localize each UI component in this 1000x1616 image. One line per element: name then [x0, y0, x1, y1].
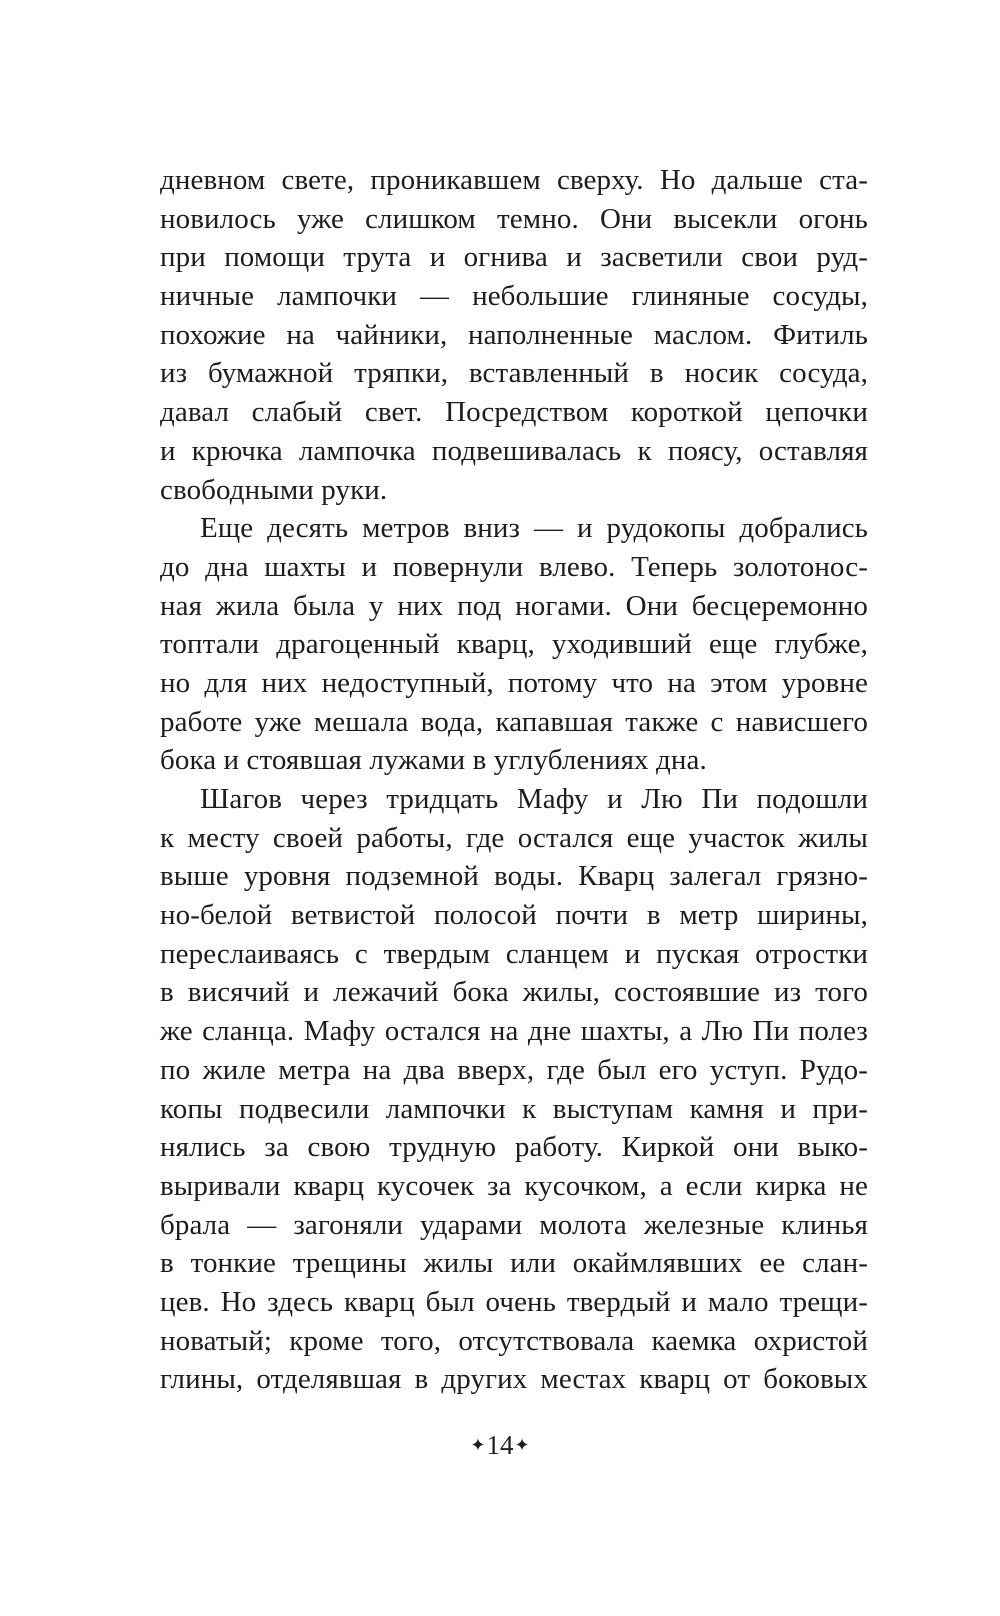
text-line: ная жила была у них под ногами. Они бесцеремонно: [160, 589, 868, 622]
ornament-right-icon: ✦: [514, 1435, 530, 1455]
text-line: бока и стоявшая лужами в углублениях дна.: [160, 744, 707, 777]
text-line: при помощи трута и огнива и засветили свои руд-: [160, 241, 868, 274]
paragraph-3: [160, 780, 868, 1399]
text-line: дневном свете, проникавшем сверху. Но дальше ста-: [160, 164, 868, 196]
text-line: ничные лампочки — небольшие глиняные сосуды,: [160, 280, 868, 313]
text-line: свободными руки.: [160, 473, 388, 506]
text-line: же сланца. Мафу остался на дне шахты, а Лю Пи полез: [160, 1015, 868, 1048]
text-line: переслаиваясь с твердым сланцем и пуская отростки: [160, 937, 868, 970]
text-line: Шагов через тридцать Мафу и Лю Пи подошли: [200, 783, 868, 815]
text-line: давал слабый свет. Посредством короткой цепочки: [160, 396, 868, 429]
text-line: работе уже мешала вода, капавшая также с нависшего: [160, 705, 868, 738]
text-line: нялись за свою трудную работу. Киркой они выко-: [160, 1131, 868, 1164]
page-number: 14: [486, 1430, 514, 1460]
text-line: глины, отделявшая в других местах кварц от боковых: [160, 1363, 868, 1396]
text-line: новатый; кроме того, отсутствовала каемка охристой: [160, 1324, 868, 1357]
text-line: похожие на чайники, наполненные маслом. Фитиль: [160, 318, 868, 351]
text-line: до дна шахты и повернули влево. Теперь золотонос-: [160, 550, 868, 583]
text-line: по жиле метра на два вверх, где был его уступ. Рудо-: [160, 1053, 868, 1086]
text-line: Еще десять метров вниз — и рудокопы добрались: [200, 512, 868, 545]
page-footer: [0, 1427, 1000, 1463]
ornament-left-icon: ✦: [470, 1435, 486, 1455]
text-line: новилось уже слишком темно. Они высекли огонь: [160, 202, 868, 235]
paragraph-2: [160, 509, 868, 780]
text-line: брала — загоняли ударами молота железные клинья: [160, 1208, 868, 1241]
text-line: в висячий и лежачий бока жилы, состоявшие из того: [160, 976, 868, 1009]
text-line: но для них недоступный, потому что на этом уровне: [160, 666, 868, 699]
text-line: выше уровня подземной воды. Кварц залегал грязно-: [160, 860, 868, 893]
text-line: и крючка лампочка подвешивалась к поясу, оставляя: [160, 434, 868, 467]
text-line: к месту своей работы, где остался еще участок жилы: [160, 821, 868, 854]
text-line: из бумажной тряпки, вставленный в носик сосуда,: [160, 357, 868, 390]
text-line: но-белой ветвистой полосой почти в метр ширины,: [160, 899, 868, 932]
text-line: в тонкие трещины жилы или окаймлявших ее слан-: [160, 1247, 868, 1280]
paragraph-1: [160, 161, 868, 509]
page-body: [160, 161, 868, 1399]
text-line: цев. Но здесь кварц был очень твердый и мало трещи-: [160, 1285, 868, 1318]
text-line: топтали драгоценный кварц, уходивший еще глубже,: [160, 628, 868, 661]
text-line: выривали кварц кусочек за кусочком, а если кирка не: [160, 1169, 868, 1202]
text-line: копы подвесили лампочки к выступам камня и при-: [160, 1092, 868, 1125]
